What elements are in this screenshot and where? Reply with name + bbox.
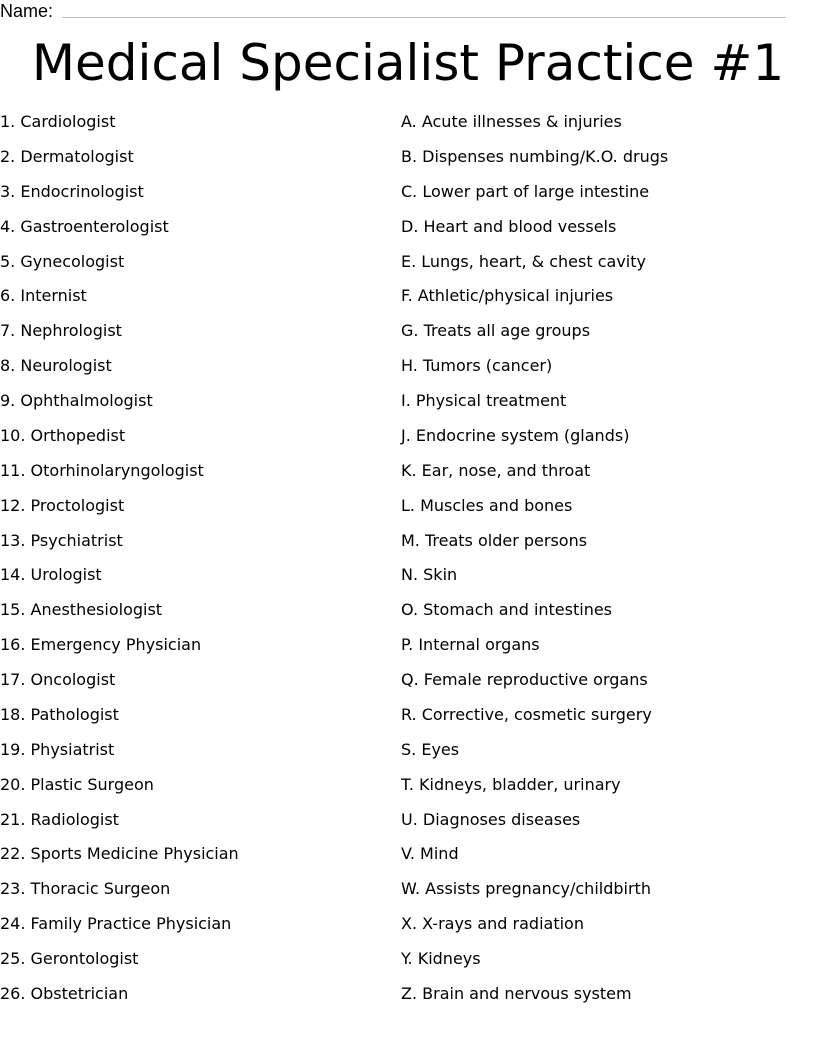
specialist-item: 20. Plastic Surgeon xyxy=(0,774,154,794)
specialist-item: 19. Physiatrist xyxy=(0,739,115,759)
description-item: S. Eyes xyxy=(401,739,460,759)
specialist-item: 17. Oncologist xyxy=(0,670,116,689)
description-item: N. Skin xyxy=(401,565,458,585)
specialist-item: 23. Thoracic Surgeon xyxy=(0,879,171,899)
specialist-item: 13. Psychiatrist xyxy=(0,530,123,550)
description-item: J. Endocrine system (glands) xyxy=(401,425,630,445)
description-item: C. Lower part of large intestine xyxy=(401,181,650,201)
description-item: H. Tumors (cancer) xyxy=(401,356,553,376)
specialist-item: 26. Obstetrician xyxy=(0,983,129,1003)
specialist-item: 8. Neurologist xyxy=(0,356,112,376)
specialist-list xyxy=(0,105,395,1012)
description-item: M. Treats older persons xyxy=(401,530,588,550)
description-item: T. Kidneys, bladder, urinary xyxy=(401,774,621,794)
description-item: K. Ear, nose, and throat xyxy=(401,460,591,480)
specialist-item: 21. Radiologist xyxy=(0,809,119,829)
specialist-item: 6. Internist xyxy=(0,286,87,306)
description-item: V. Mind xyxy=(401,844,459,864)
specialist-item: 16. Emergency Physician xyxy=(0,635,202,655)
description-item: W. Assists pregnancy/childbirth xyxy=(401,879,651,899)
description-item: B. Dispenses numbing/K.O. drugs xyxy=(401,146,669,166)
description-item: P. Internal organs xyxy=(401,635,540,655)
description-item: L. Muscles and bones xyxy=(401,495,573,515)
specialist-item: 11. Otorhinolaryngologist xyxy=(0,460,204,480)
specialist-item: 22. Sports Medicine Physician xyxy=(0,844,239,864)
description-item: R. Corrective, cosmetic surgery xyxy=(401,704,652,724)
description-item: D. Heart and blood vessels xyxy=(401,216,617,236)
specialist-item: 9. Ophthalmologist xyxy=(0,391,153,410)
description-item: A. Acute illnesses & injuries xyxy=(401,112,622,131)
specialist-item: 3. Endocrinologist xyxy=(0,181,144,201)
name-label: Name: xyxy=(0,1,54,21)
description-item: U. Diagnoses diseases xyxy=(401,809,581,829)
specialist-item: 4. Gastroenterologist xyxy=(0,216,169,236)
description-item: X. X-rays and radiation xyxy=(401,914,584,934)
description-item: G. Treats all age groups xyxy=(401,321,591,341)
description-item: O. Stomach and intestines xyxy=(401,600,613,620)
specialist-item: 2. Dermatologist xyxy=(0,146,134,166)
specialist-item: 25. Gerontologist xyxy=(0,949,139,968)
specialist-item: 7. Nephrologist xyxy=(0,321,122,341)
specialist-item: 14. Urologist xyxy=(0,565,102,585)
name-write-line[interactable] xyxy=(62,17,786,18)
description-item: F. Athletic/physical injuries xyxy=(401,286,614,306)
description-item: I. Physical treatment xyxy=(401,391,567,410)
specialist-item: 10. Orthopedist xyxy=(0,425,126,445)
specialist-item: 24. Family Practice Physician xyxy=(0,914,232,934)
description-list xyxy=(401,105,816,1012)
page-title: Medical Specialist Practice #1 xyxy=(31,34,785,92)
specialist-item: 18. Pathologist xyxy=(0,704,119,724)
name-row xyxy=(0,0,790,22)
description-item: Q. Female reproductive organs xyxy=(401,670,648,689)
description-item: Y. Kidneys xyxy=(401,949,481,968)
description-item: E. Lungs, heart, & chest cavity xyxy=(401,251,646,271)
specialist-item: 15. Anesthesiologist xyxy=(0,600,163,620)
specialist-item: 1. Cardiologist xyxy=(0,112,116,131)
specialist-item: 12. Proctologist xyxy=(0,495,125,515)
description-item: Z. Brain and nervous system xyxy=(401,983,632,1003)
specialist-item: 5. Gynecologist xyxy=(0,251,125,271)
